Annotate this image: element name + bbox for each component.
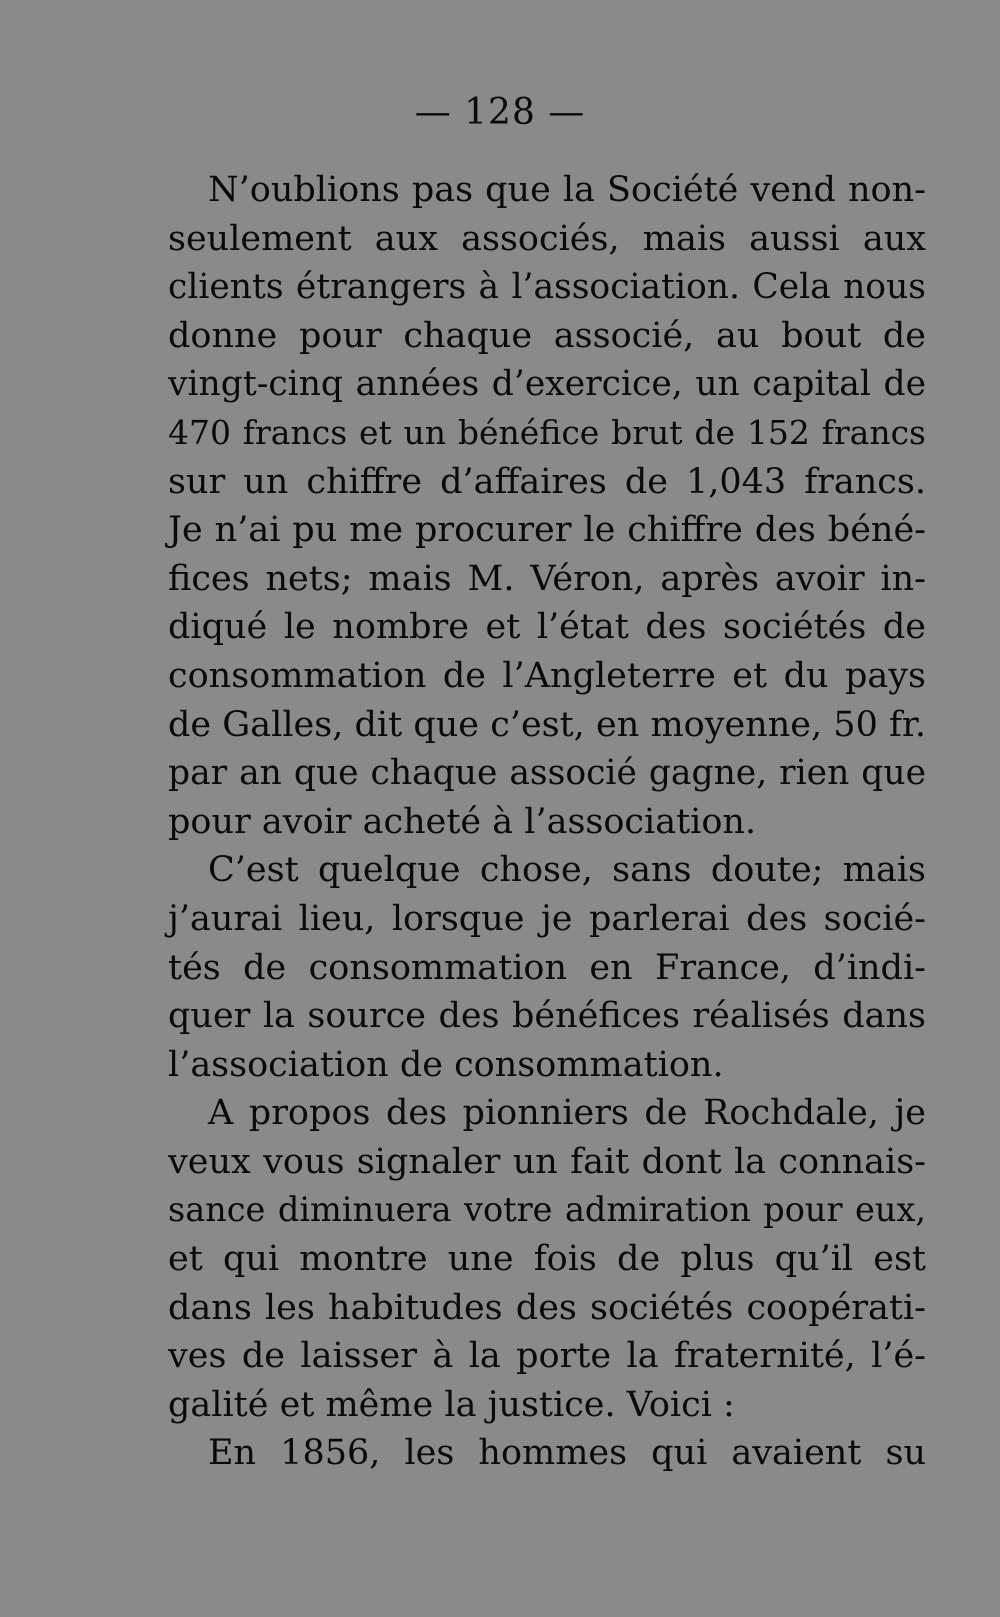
text-line: galité et même la justice. Voici :	[168, 1384, 735, 1425]
text-line: diqué le nombre et l’état des sociétés de	[168, 607, 926, 648]
text-line: N’oublions pas que la Société vend non-	[208, 170, 926, 210]
text-line: tés de consommation en France, d’indi-	[168, 947, 926, 988]
text-line: pour avoir acheté à l’association.	[168, 801, 757, 842]
paragraph	[168, 166, 926, 846]
body-text	[168, 166, 926, 1478]
paragraph	[168, 1089, 926, 1429]
text-line: sur un chiffre d’affaires de 1,043 francs.	[168, 461, 926, 502]
page-number: — 128 —	[414, 92, 586, 133]
text-line: consommation de l’Angleterre et du pays	[168, 655, 926, 696]
text-line: fices nets; mais M. Véron, après avoir in-	[168, 558, 926, 599]
text-line: A propos des pionniers de Rochdale, je	[208, 1093, 926, 1134]
text-line: seulement aux associés, mais aussi aux	[168, 218, 926, 259]
text-line: donne pour chaque associé, au bout de	[168, 315, 926, 356]
text-line: En 1856, les hommes qui avaient su	[208, 1433, 926, 1474]
text-line: par an que chaque associé gagne, rien que	[168, 753, 926, 794]
text-line: de Galles, dit que c’est, en moyenne, 50 fr.	[168, 704, 926, 745]
text-line: ves de laisser à la porte la fraternité, l’é-	[168, 1336, 926, 1377]
text-line: 470 francs et un bénéfice brut de 152 francs	[168, 412, 926, 452]
text-line: j’aurai lieu, lorsque je parlerai des socié-	[168, 898, 926, 939]
text-line: vingt-cinq années d’exercice, un capital de	[168, 364, 926, 405]
text-line: veux vous signaler un fait dont la connais-	[168, 1141, 926, 1182]
text-line: clients étrangers à l’association. Cela nous	[168, 267, 926, 308]
text-line: et qui montre une fois de plus qu’il est	[168, 1239, 926, 1280]
text-line: quer la source des bénéfices réalisés dans	[168, 996, 926, 1037]
paragraph	[168, 846, 926, 1089]
text-line: Je n’ai pu me procurer le chiffre des béné-	[168, 510, 926, 551]
text-line: C’est quelque chose, sans doute; mais	[208, 850, 926, 891]
paragraph	[168, 1429, 926, 1478]
text-line: sance diminuera votre admiration pour eux,	[168, 1190, 926, 1230]
text-line: dans les habitudes des sociétés coopérati-	[168, 1287, 926, 1328]
text-line: l’association de consommation.	[168, 1044, 724, 1085]
